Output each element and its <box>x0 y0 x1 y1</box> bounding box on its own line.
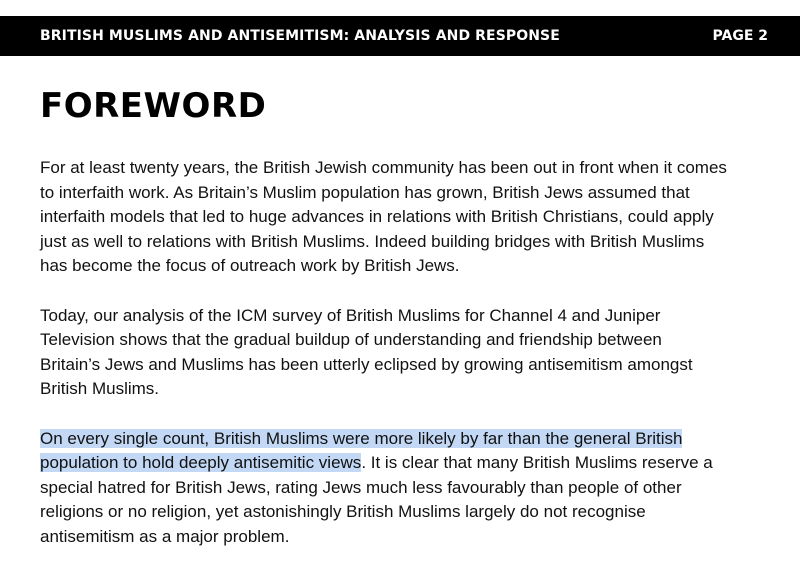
text-line: For at least twenty years, the British Jewish community has been out in front when it comes <box>40 158 727 177</box>
page-number: PAGE 2 <box>712 28 768 44</box>
header-bar <box>0 16 800 56</box>
text-line: British Muslims. <box>40 379 160 398</box>
text-line: interfaith models that led to huge advances in relations with British Christians, could apply <box>40 207 714 226</box>
text-line: just as well to relations with British Muslims. Indeed building bridges with British Muslims <box>40 231 705 251</box>
paragraph-1 <box>40 156 770 279</box>
text-line: has become the focus of outreach work by British Jews. <box>40 256 460 275</box>
paragraph-2 <box>40 304 770 402</box>
text-line: religions or no religion, yet astonishingly British Muslims largely do not recognise <box>40 502 646 521</box>
body-text <box>40 156 770 573</box>
text-line: antisemitism as a major problem. <box>40 526 290 546</box>
text-line: Today, our analysis of the ICM survey of British Muslims for Channel 4 and Juniper <box>40 305 661 325</box>
text-line: to interfaith work. As Britain’s Muslim population has grown, British Jews assumed that <box>40 182 690 202</box>
page-title: FOREWORD <box>40 86 267 126</box>
text-line <box>40 451 770 476</box>
text-line: Britain’s Jews and Muslims has been utterly eclipsed by growing antisemitism amongst <box>40 354 693 374</box>
text-line <box>40 427 770 452</box>
text-line: special hatred for British Jews, rating Jews much less favourably than people of other <box>40 477 682 497</box>
document-header-title: BRITISH MUSLIMS AND ANTISEMITISM: ANALYSIS AND RESPONSE <box>40 28 560 44</box>
text-line: Television shows that the gradual buildup of understanding and friendship between <box>40 330 662 349</box>
text-selection-highlight[interactable]: population to hold deeply antisemitic views <box>40 453 362 472</box>
text-fragment: . It is clear that many British Muslims reserve a <box>361 453 713 472</box>
paragraph-3 <box>40 427 770 550</box>
text-selection-highlight[interactable]: On every single count, British Muslims were more likely by far than the general British <box>40 428 683 448</box>
